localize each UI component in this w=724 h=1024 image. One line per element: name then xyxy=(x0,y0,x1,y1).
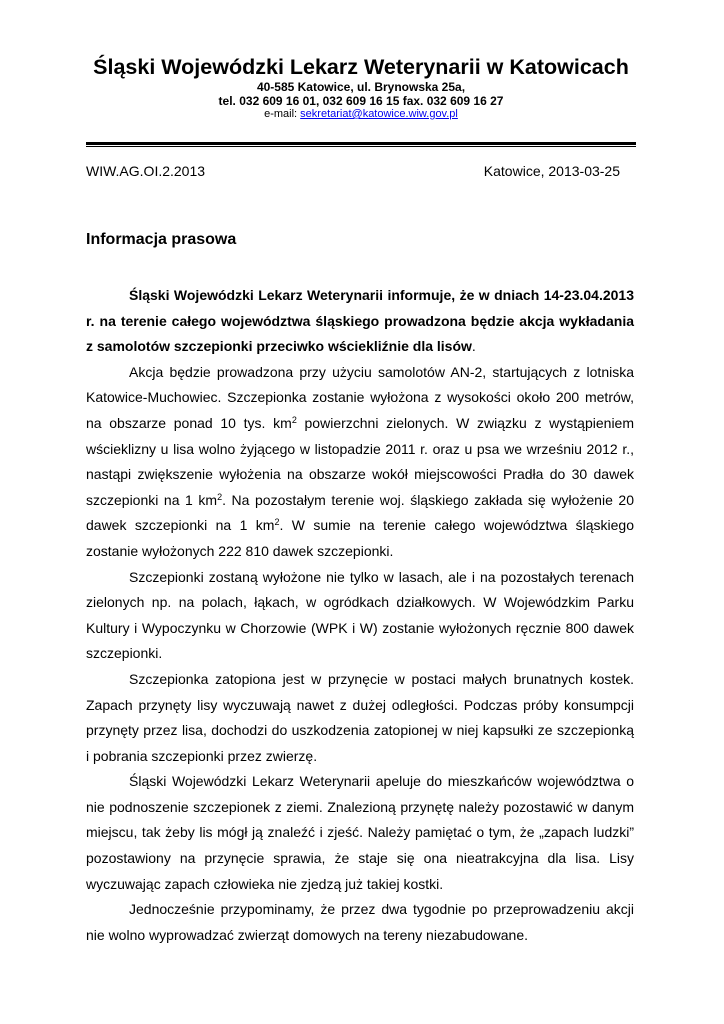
paragraph-2-part-c: . Na pozostałym terenie woj. śląskiego zakłada się wyłożenie 20 dawek szczepionki na 1 km xyxy=(86,491,634,534)
header-divider-thin xyxy=(86,146,636,147)
press-release-body xyxy=(86,283,634,948)
paragraph-2-part-b: powierzchni zielonych. W związku z wystąpieniem wścieklizny u lisa wolno żyjącego w listopadzie 2011 r. oraz u psa we wrześniu 2012 r., nastąpi zwiększenie wyłożenia na obszarze wokół miejscowości Pradła do 30 dawek szczepionki na 1 km xyxy=(86,414,634,508)
header-divider-thick xyxy=(86,142,636,145)
email-link[interactable]: sekretariat@katowice.wiw.gov.pl xyxy=(300,108,458,120)
paragraph-1 xyxy=(86,283,634,360)
paragraph-5: Śląski Wojewódzki Lekarz Weterynarii apeluje do mieszkańców województwa o nie podnoszenie szczepionek z ziemi. Znalezioną przynętę należy pozostawić w danym miejscu, tak żeby lis mógł ją znaleźć i zjeść. Należy pamiętać o tym, że „zapach ludzki” pozostawiony na przynęcie sprawia, że staje się ona nieatrakcyjna dla lisa. Lisy wyczuwając zapach człowieka nie zjedzą już takiej kostki. xyxy=(86,773,634,892)
paragraph-2-part-d: . W sumie na terenie całego województwa śląskiego zostanie wyłożonych 222 810 dawek szczepionki. xyxy=(86,517,635,559)
place-date: Katowice, 2013-03-25 xyxy=(483,163,620,179)
superscript-2: 2 xyxy=(291,414,297,425)
paragraph-1-end: . xyxy=(471,338,476,355)
superscript-2: 2 xyxy=(217,491,223,502)
email-line xyxy=(86,108,636,121)
paragraph-1-bold: Śląski Wojewódzki Lekarz Weterynarii informuje, że w dniach 14-23.04.2013 r. na terenie całego województwa śląskiego prowadzona będzie akcja wykładania z samolotów szczepionki przeciwko wściekliźnie dla lisów xyxy=(86,287,634,355)
reference-number: WIW.AG.OI.2.2013 xyxy=(86,163,206,179)
address-line: 40-585 Katowice, ul. Brynowska 25a, xyxy=(256,80,466,94)
superscript-2: 2 xyxy=(274,517,280,528)
letterhead xyxy=(86,54,636,121)
paragraph-3: Szczepionki zostaną wyłożone nie tylko w lasach, ale i na pozostałych terenach zielonych np. na polach, łąkach, w ogródkach działkowych. W Wojewódzkim Parku Kultury i Wypoczynku w Chorzowie (WPK i W) zostanie wyłożonych ręcznie 800 dawek szczepionki. xyxy=(86,568,634,662)
paragraph-6: Jednocześnie przypominamy, że przez dwa tygodnie po przeprowadzeniu akcji nie wolno wyprowadzać zwierząt domowych na tereny niezabudowane. xyxy=(86,901,634,943)
email-label: e-mail: xyxy=(264,108,301,120)
phone-line: tel. 032 609 16 01, 032 609 16 15 fax. 032 609 16 27 xyxy=(218,94,504,108)
paragraph-2-part-a: Akcja będzie prowadzona przy użyciu samolotów AN-2, startujących z lotniska Katowice-Muchowiec. Szczepionka zostanie wyłożona z wysokości około 200 metrów, na obszarze ponad 10 tys. km xyxy=(86,363,634,431)
section-title: Informacja prasowa xyxy=(86,231,237,248)
paragraph-4: Szczepionka zatopiona jest w przynęcie w postaci małych brunatnych kostek. Zapach przynęty lisy wyczuwają nawet z dużej odległości. Podczas próby konsumpcji przynęty przez lisa, dochodzi do uszkodzenia zatopionej w niej kapsułki ze szczepionką i pobrania szczepionki przez zwierzę. xyxy=(86,670,634,764)
institution-title: Śląski Wojewódzki Lekarz Weterynarii w Katowicach xyxy=(93,55,629,79)
paragraph-2 xyxy=(86,360,634,565)
